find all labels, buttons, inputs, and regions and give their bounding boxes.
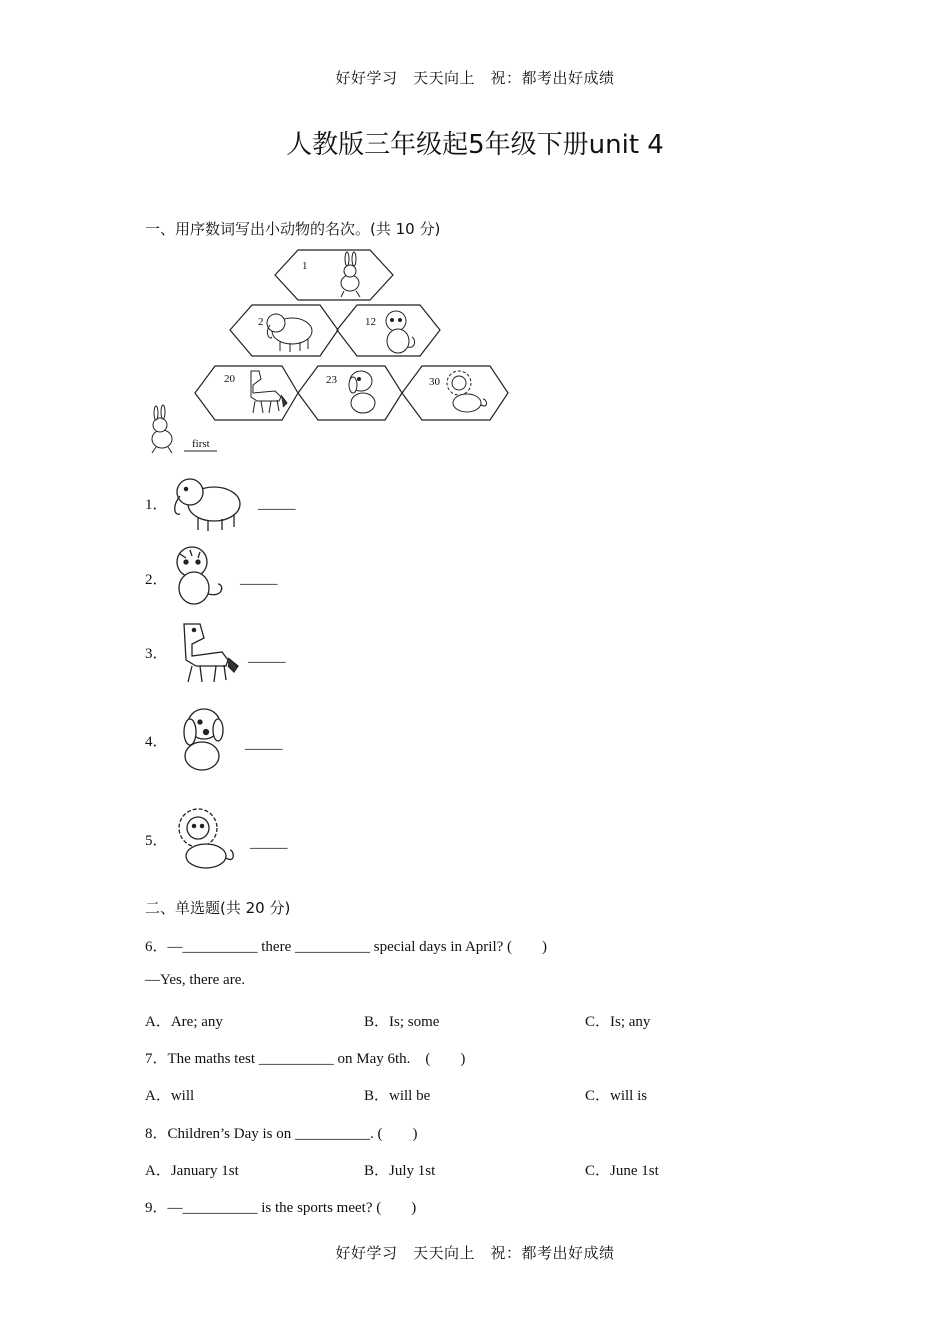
hexagon-12	[337, 305, 440, 356]
hexagon-1	[275, 250, 393, 300]
q8-option-c[interactable]: C．June 1st	[585, 1163, 659, 1179]
question-6-reply: —Yes, there are.	[145, 972, 246, 988]
q8-option-b[interactable]: B．July 1st	[364, 1163, 436, 1179]
question-8: 8．Children’s Day is on __________. ( )	[145, 1126, 418, 1142]
q7-option-b[interactable]: B．will be	[364, 1088, 431, 1104]
q6-option-a[interactable]: A．Are; any	[145, 1014, 223, 1030]
lion-icon	[174, 806, 238, 874]
page-title: 人教版三年级起5年级下册unit 4	[286, 130, 664, 160]
ranking-pyramid-figure	[140, 245, 520, 460]
item-5-blank[interactable]: _____	[250, 835, 288, 851]
hexagon-20	[195, 366, 298, 420]
lion-icon	[447, 371, 487, 412]
elephant-icon	[170, 470, 244, 534]
question-6: 6．—__________ there __________ special days in April? ( )	[145, 939, 548, 955]
tiger-icon	[168, 544, 232, 608]
item-3-blank[interactable]: _____	[248, 649, 286, 665]
example-rabbit-icon	[152, 405, 172, 453]
elephant-icon	[267, 314, 312, 352]
tiger-icon	[386, 311, 415, 353]
pyramid-number-30: 30	[429, 376, 440, 388]
item-2-number: 2．	[145, 572, 168, 588]
horse-icon	[251, 371, 287, 413]
pyramid-number-12: 12	[365, 316, 376, 328]
rabbit-icon	[341, 252, 360, 297]
item-2-blank[interactable]: _____	[240, 571, 278, 587]
section1-heading: 一、用序数词写出小动物的名次。(共 10 分)	[145, 220, 441, 238]
item-1-blank[interactable]: _____	[258, 496, 296, 512]
horse-icon	[170, 620, 240, 686]
pyramid-number-23: 23	[326, 374, 337, 386]
q6-option-c[interactable]: C．Is; any	[585, 1014, 651, 1030]
item-4-blank[interactable]: _____	[245, 736, 283, 752]
hexagon-23	[298, 366, 402, 420]
pyramid-number-2: 2	[258, 316, 264, 328]
page-header: 好好学习 天天向上 祝：都考出好成绩	[335, 69, 615, 87]
q6-option-b[interactable]: B．Is; some	[364, 1014, 440, 1030]
q8-option-a[interactable]: A．January 1st	[145, 1163, 239, 1179]
item-3-number: 3．	[145, 646, 168, 662]
dog-icon	[349, 371, 375, 413]
item-5-number: 5．	[145, 833, 168, 849]
item-4-number: 4．	[145, 734, 168, 750]
page-footer: 好好学习 天天向上 祝：都考出好成绩	[335, 1244, 615, 1262]
item-1-number: 1．	[145, 497, 168, 513]
pyramid-number-1: 1	[302, 260, 308, 272]
q7-option-c[interactable]: C．will is	[585, 1088, 648, 1104]
question-7: 7．The maths test __________ on May 6th. ( )	[145, 1051, 466, 1067]
question-9: 9．—__________ is the sports meet? ( )	[145, 1200, 417, 1216]
pyramid-number-20: 20	[224, 373, 235, 385]
example-answer: first	[192, 438, 210, 450]
section2-heading: 二、单选题(共 20 分)	[145, 899, 291, 917]
q7-option-a[interactable]: A．will	[145, 1088, 195, 1104]
dog-icon	[172, 704, 232, 774]
